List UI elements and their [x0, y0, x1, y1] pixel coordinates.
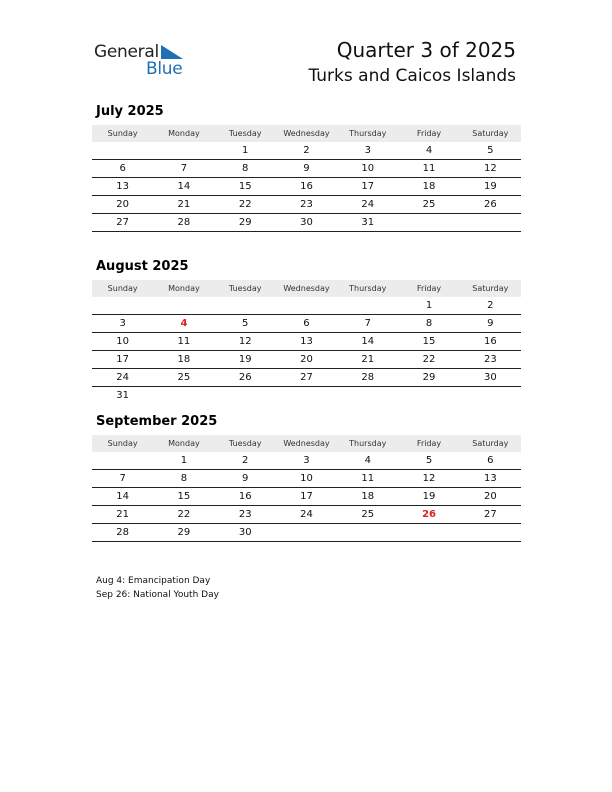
day-cell: 29	[238, 217, 252, 228]
day-cell: 7	[364, 318, 371, 329]
day-cell: 11	[177, 336, 191, 347]
weekday-label: Sunday	[107, 129, 138, 138]
day-cell: 2	[487, 300, 494, 311]
day-cell: 10	[116, 336, 129, 347]
day-cell	[398, 524, 459, 541]
week-row	[92, 178, 521, 196]
month-title: July 2025	[96, 104, 164, 119]
day-cell: 13	[300, 336, 313, 347]
weekday-label: Sunday	[107, 439, 138, 448]
weekday-label: Friday	[416, 284, 442, 293]
day-cell: 28	[116, 527, 129, 538]
day-cell: 21	[361, 354, 375, 365]
day-cell: 17	[116, 354, 129, 365]
weekday-label: Monday	[168, 129, 200, 138]
day-cell: 25	[177, 372, 191, 383]
day-cell	[276, 524, 337, 541]
day-cell: 9	[242, 473, 249, 484]
weekday-label: Tuesday	[228, 284, 262, 293]
holiday-note: Sep 26: National Youth Day	[96, 590, 219, 600]
day-cell: 31	[116, 390, 129, 401]
day-cell: 18	[177, 354, 191, 365]
day-cell	[276, 297, 337, 314]
day-cell: 31	[361, 217, 375, 228]
day-cell	[337, 387, 398, 404]
day-cell: 3	[119, 318, 126, 329]
day-cell: 23	[238, 509, 252, 520]
day-cell: 29	[422, 372, 436, 383]
day-cell: 1	[242, 145, 249, 156]
day-cell: 30	[300, 217, 313, 228]
logo-general-text: General	[94, 42, 159, 62]
day-cell	[460, 524, 521, 541]
week-row	[92, 214, 521, 232]
day-cell	[215, 387, 276, 404]
holiday-note: Aug 4: Emancipation Day	[96, 576, 211, 586]
day-cell: 2	[242, 455, 249, 466]
day-cell: 24	[116, 372, 129, 383]
day-cell	[460, 387, 521, 404]
week-row	[92, 351, 521, 369]
day-cell: 19	[422, 491, 436, 502]
day-cell: 19	[238, 354, 252, 365]
day-cell: 21	[177, 199, 191, 210]
weekday-label: Monday	[168, 284, 200, 293]
day-cell: 15	[422, 336, 436, 347]
weekday-label: Tuesday	[228, 439, 262, 448]
day-cell: 27	[116, 217, 129, 228]
day-cell: 10	[361, 163, 375, 174]
day-cell	[337, 297, 398, 314]
day-cell	[153, 142, 214, 159]
holiday-notes	[96, 574, 219, 602]
weekday-label: Saturday	[472, 129, 509, 138]
day-cell: 30	[483, 372, 497, 383]
day-cell: 20	[300, 354, 313, 365]
day-cell: 24	[300, 509, 313, 520]
day-cell: 4	[180, 318, 188, 329]
day-cell: 23	[483, 354, 497, 365]
day-cell: 2	[303, 145, 310, 156]
day-cell: 26	[422, 509, 436, 520]
day-cell: 13	[116, 181, 129, 192]
weekday-label: Monday	[168, 439, 200, 448]
month-calendar-august	[92, 258, 521, 404]
day-cell	[337, 524, 398, 541]
day-cell: 12	[422, 473, 436, 484]
week-row	[92, 142, 521, 160]
day-cell: 9	[487, 318, 494, 329]
day-cell: 11	[422, 163, 436, 174]
week-row	[92, 160, 521, 178]
month-calendar-september	[92, 413, 521, 542]
week-row	[92, 297, 521, 315]
day-cell	[460, 214, 521, 231]
weekday-header	[92, 125, 521, 142]
day-cell: 21	[116, 509, 129, 520]
weekday-label: Wednesday	[283, 284, 330, 293]
weekday-label: Friday	[416, 129, 442, 138]
month-calendar-july	[92, 103, 521, 232]
day-cell: 7	[180, 163, 188, 174]
day-cell: 14	[361, 336, 375, 347]
day-cell	[398, 214, 459, 231]
day-cell: 8	[425, 318, 433, 329]
day-cell: 22	[238, 199, 252, 210]
day-cell: 8	[180, 473, 188, 484]
week-row	[92, 470, 521, 488]
month-title: August 2025	[96, 259, 189, 274]
day-cell: 6	[487, 455, 494, 466]
day-cell: 26	[238, 372, 252, 383]
day-cell	[398, 387, 459, 404]
day-cell: 17	[361, 181, 375, 192]
weekday-label: Sunday	[107, 284, 138, 293]
weekday-label: Thursday	[349, 284, 387, 293]
day-cell: 22	[422, 354, 436, 365]
week-row	[92, 387, 521, 404]
day-cell: 19	[483, 181, 497, 192]
day-cell: 27	[300, 372, 313, 383]
day-cell: 1	[180, 455, 188, 466]
day-cell: 1	[425, 300, 433, 311]
week-row	[92, 315, 521, 333]
day-cell: 8	[242, 163, 249, 174]
country-name: Turks and Caicos Islands	[308, 66, 516, 86]
logo-triangle-icon	[161, 45, 183, 59]
day-cell: 20	[483, 491, 497, 502]
day-cell: 28	[177, 217, 191, 228]
weekday-header	[92, 435, 521, 452]
day-cell: 6	[303, 318, 310, 329]
generalblue-logo	[94, 42, 194, 78]
day-cell: 9	[303, 163, 310, 174]
day-cell	[215, 297, 276, 314]
page-title: Quarter 3 of 2025	[336, 38, 516, 62]
day-cell: 13	[483, 473, 497, 484]
day-cell	[153, 297, 214, 314]
day-cell: 12	[483, 163, 497, 174]
day-cell: 4	[364, 455, 371, 466]
weekday-label: Thursday	[349, 439, 387, 448]
day-cell: 24	[361, 199, 375, 210]
day-cell: 18	[422, 181, 436, 192]
day-cell: 15	[177, 491, 191, 502]
week-row	[92, 488, 521, 506]
day-cell: 27	[483, 509, 497, 520]
weekday-label: Friday	[416, 439, 442, 448]
day-cell: 18	[361, 491, 375, 502]
day-cell: 15	[238, 181, 252, 192]
day-cell: 14	[116, 491, 129, 502]
day-cell: 22	[177, 509, 191, 520]
weekday-label: Thursday	[349, 129, 387, 138]
weekday-label: Wednesday	[283, 439, 330, 448]
day-cell	[92, 452, 153, 469]
day-cell: 16	[238, 491, 252, 502]
week-row	[92, 196, 521, 214]
day-cell: 23	[300, 199, 313, 210]
day-cell: 6	[119, 163, 126, 174]
week-row	[92, 369, 521, 387]
day-cell	[92, 142, 153, 159]
day-cell: 28	[361, 372, 375, 383]
day-cell: 14	[177, 181, 191, 192]
day-cell: 25	[422, 199, 436, 210]
day-cell: 26	[483, 199, 497, 210]
week-row	[92, 333, 521, 351]
day-cell: 16	[300, 181, 313, 192]
weekday-label: Saturday	[472, 284, 509, 293]
week-row	[92, 506, 521, 524]
day-cell	[92, 297, 153, 314]
weekday-label: Wednesday	[283, 129, 330, 138]
month-title: September 2025	[96, 414, 218, 429]
day-cell: 25	[361, 509, 375, 520]
week-row	[92, 524, 521, 542]
day-cell: 7	[119, 473, 126, 484]
weekday-label: Saturday	[472, 439, 509, 448]
day-cell: 20	[116, 199, 129, 210]
day-cell: 10	[300, 473, 313, 484]
week-row	[92, 452, 521, 470]
weekday-header	[92, 280, 521, 297]
day-cell: 3	[364, 145, 371, 156]
day-cell: 29	[177, 527, 191, 538]
day-cell: 5	[487, 145, 494, 156]
day-cell	[153, 387, 214, 404]
day-cell: 5	[242, 318, 249, 329]
day-cell: 17	[300, 491, 313, 502]
day-cell: 4	[425, 145, 433, 156]
day-cell	[276, 387, 337, 404]
day-cell: 5	[425, 455, 433, 466]
day-cell: 30	[238, 527, 252, 538]
day-cell: 16	[483, 336, 497, 347]
day-cell: 11	[361, 473, 375, 484]
day-cell: 12	[238, 336, 252, 347]
logo-blue-text: Blue	[146, 59, 183, 79]
day-cell: 3	[303, 455, 310, 466]
weekday-label: Tuesday	[228, 129, 262, 138]
